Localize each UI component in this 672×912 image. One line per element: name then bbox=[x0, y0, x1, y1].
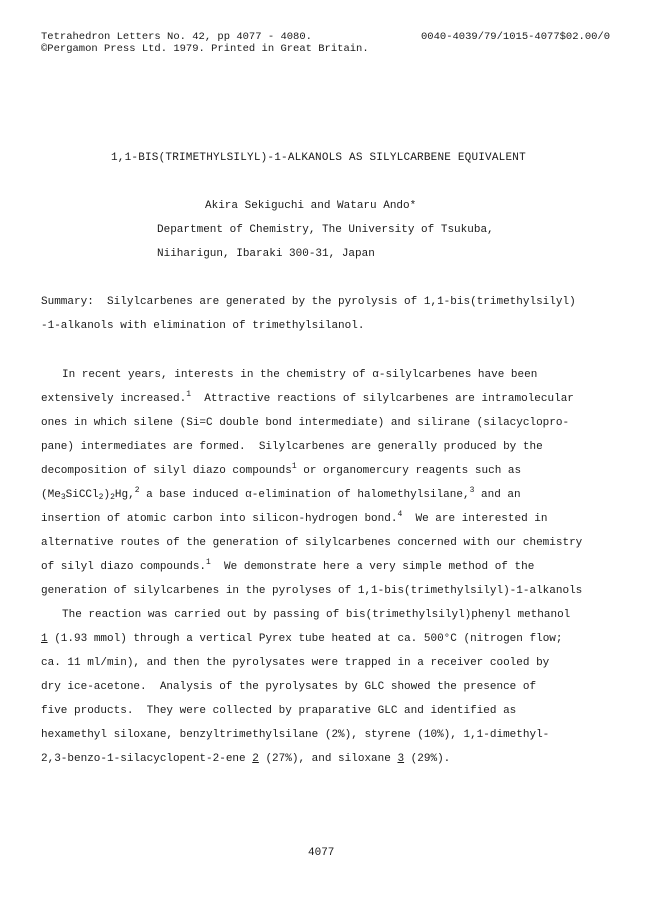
authors: Akira Sekiguchi and Wataru Ando* bbox=[205, 200, 417, 212]
para1-line-6: $(Me_3SiCCl_2)_2Hg,^2$ a base induced α-elimination of halomethylsilane,$^3$ and an bbox=[41, 486, 521, 502]
para2-line-4: dry ice-acetone. Analysis of the pyrolysates by GLC showed the presence of bbox=[41, 681, 537, 693]
para2-line-2: 1 (1.93 mmol) through a vertical Pyrex tube heated at ca. 500°C (nitrogen flow; bbox=[41, 633, 563, 645]
reference-mark: 2 bbox=[134, 486, 140, 495]
para2-line-7: 2,3-benzo-1-silacyclopent-2-ene 2 (27%), and siloxane 3 (29%). bbox=[41, 753, 451, 765]
para1-line-3: ones in which silene (Si=C double bond intermediate) and silirane (silacyclopro- bbox=[41, 417, 570, 429]
reference-mark: 3 bbox=[469, 486, 475, 495]
compound-number: 3 bbox=[397, 753, 405, 765]
para2-line-3: ca. 11 ml/min), and then the pyrolysates were trapped in a receiver cooled by bbox=[41, 657, 550, 669]
para1-line-10: generation of silylcarbenes in the pyrolyses of 1,1-bis(trimethylsilyl)-1-alkanols bbox=[41, 585, 583, 597]
summary-line-2: -1-alkanols with elimination of trimethylsilanol. bbox=[41, 320, 365, 332]
affiliation-line-1: Department of Chemistry, The University of Tsukuba, bbox=[157, 224, 494, 236]
para1-line-5: decomposition of silyl diazo compounds$^1$ or organomercury reagents such as bbox=[41, 462, 522, 477]
para1-line-1: In recent years, interests in the chemistry of α-silylcarbenes have been bbox=[62, 369, 538, 381]
reference-mark: 1 bbox=[291, 462, 297, 471]
para2-line-1: The reaction was carried out by passing of bis(trimethylsilyl)phenyl methanol bbox=[62, 609, 571, 621]
page-number: 4077 bbox=[308, 847, 335, 859]
para1-line-8: alternative routes of the generation of silylcarbenes concerned with our chemistry bbox=[41, 537, 583, 549]
alpha-symbol: α bbox=[372, 369, 379, 381]
para1-line-7: insertion of atomic carbon into silicon-hydrogen bond.$^4$ We are interested in bbox=[41, 510, 548, 525]
para2-line-5: five products. They were collected by praparative GLC and identified as bbox=[41, 705, 517, 717]
compound-number: 1 bbox=[41, 633, 48, 645]
alpha-symbol: α bbox=[245, 489, 252, 501]
article-code: 0040-4039/79/1015-4077$02.00/0 bbox=[421, 31, 611, 43]
affiliation-line-2: Niiharigun, Ibaraki 300-31, Japan bbox=[157, 248, 375, 260]
reference-mark: 1 bbox=[206, 558, 211, 567]
para2-line-6: hexamethyl siloxane, benzyltrimethylsilane (2%), styrene (10%), 1,1-dimethyl- bbox=[41, 729, 550, 741]
reference-mark: 1 bbox=[186, 390, 192, 399]
compound-number: 2 bbox=[252, 753, 259, 765]
para1-line-9: of silyl diazo compounds.$^1$ We demonstrate here a very simple method of the bbox=[41, 558, 535, 573]
para1-line-4: pane) intermediates are formed. Silylcarbenes are generally produced by the bbox=[41, 441, 543, 453]
article-title: 1,1-BIS(TRIMETHYLSILYL)-1-ALKANOLS AS SILYLCARBENE EQUIVALENT bbox=[111, 152, 526, 164]
para1-line-2: extensively increased.$^1$ Attractive reactions of silylcarbenes are intramolecular bbox=[41, 390, 574, 405]
reference-mark: 4 bbox=[397, 510, 403, 519]
copyright-line: ©Pergamon Press Ltd. 1979. Printed in Great Britain. bbox=[41, 43, 369, 55]
journal-citation: Tetrahedron Letters No. 42, pp 4077 - 4080. bbox=[41, 31, 312, 43]
summary-line-1: Summary: Silylcarbenes are generated by the pyrolysis of 1,1-bis(trimethylsilyl) bbox=[41, 296, 576, 308]
